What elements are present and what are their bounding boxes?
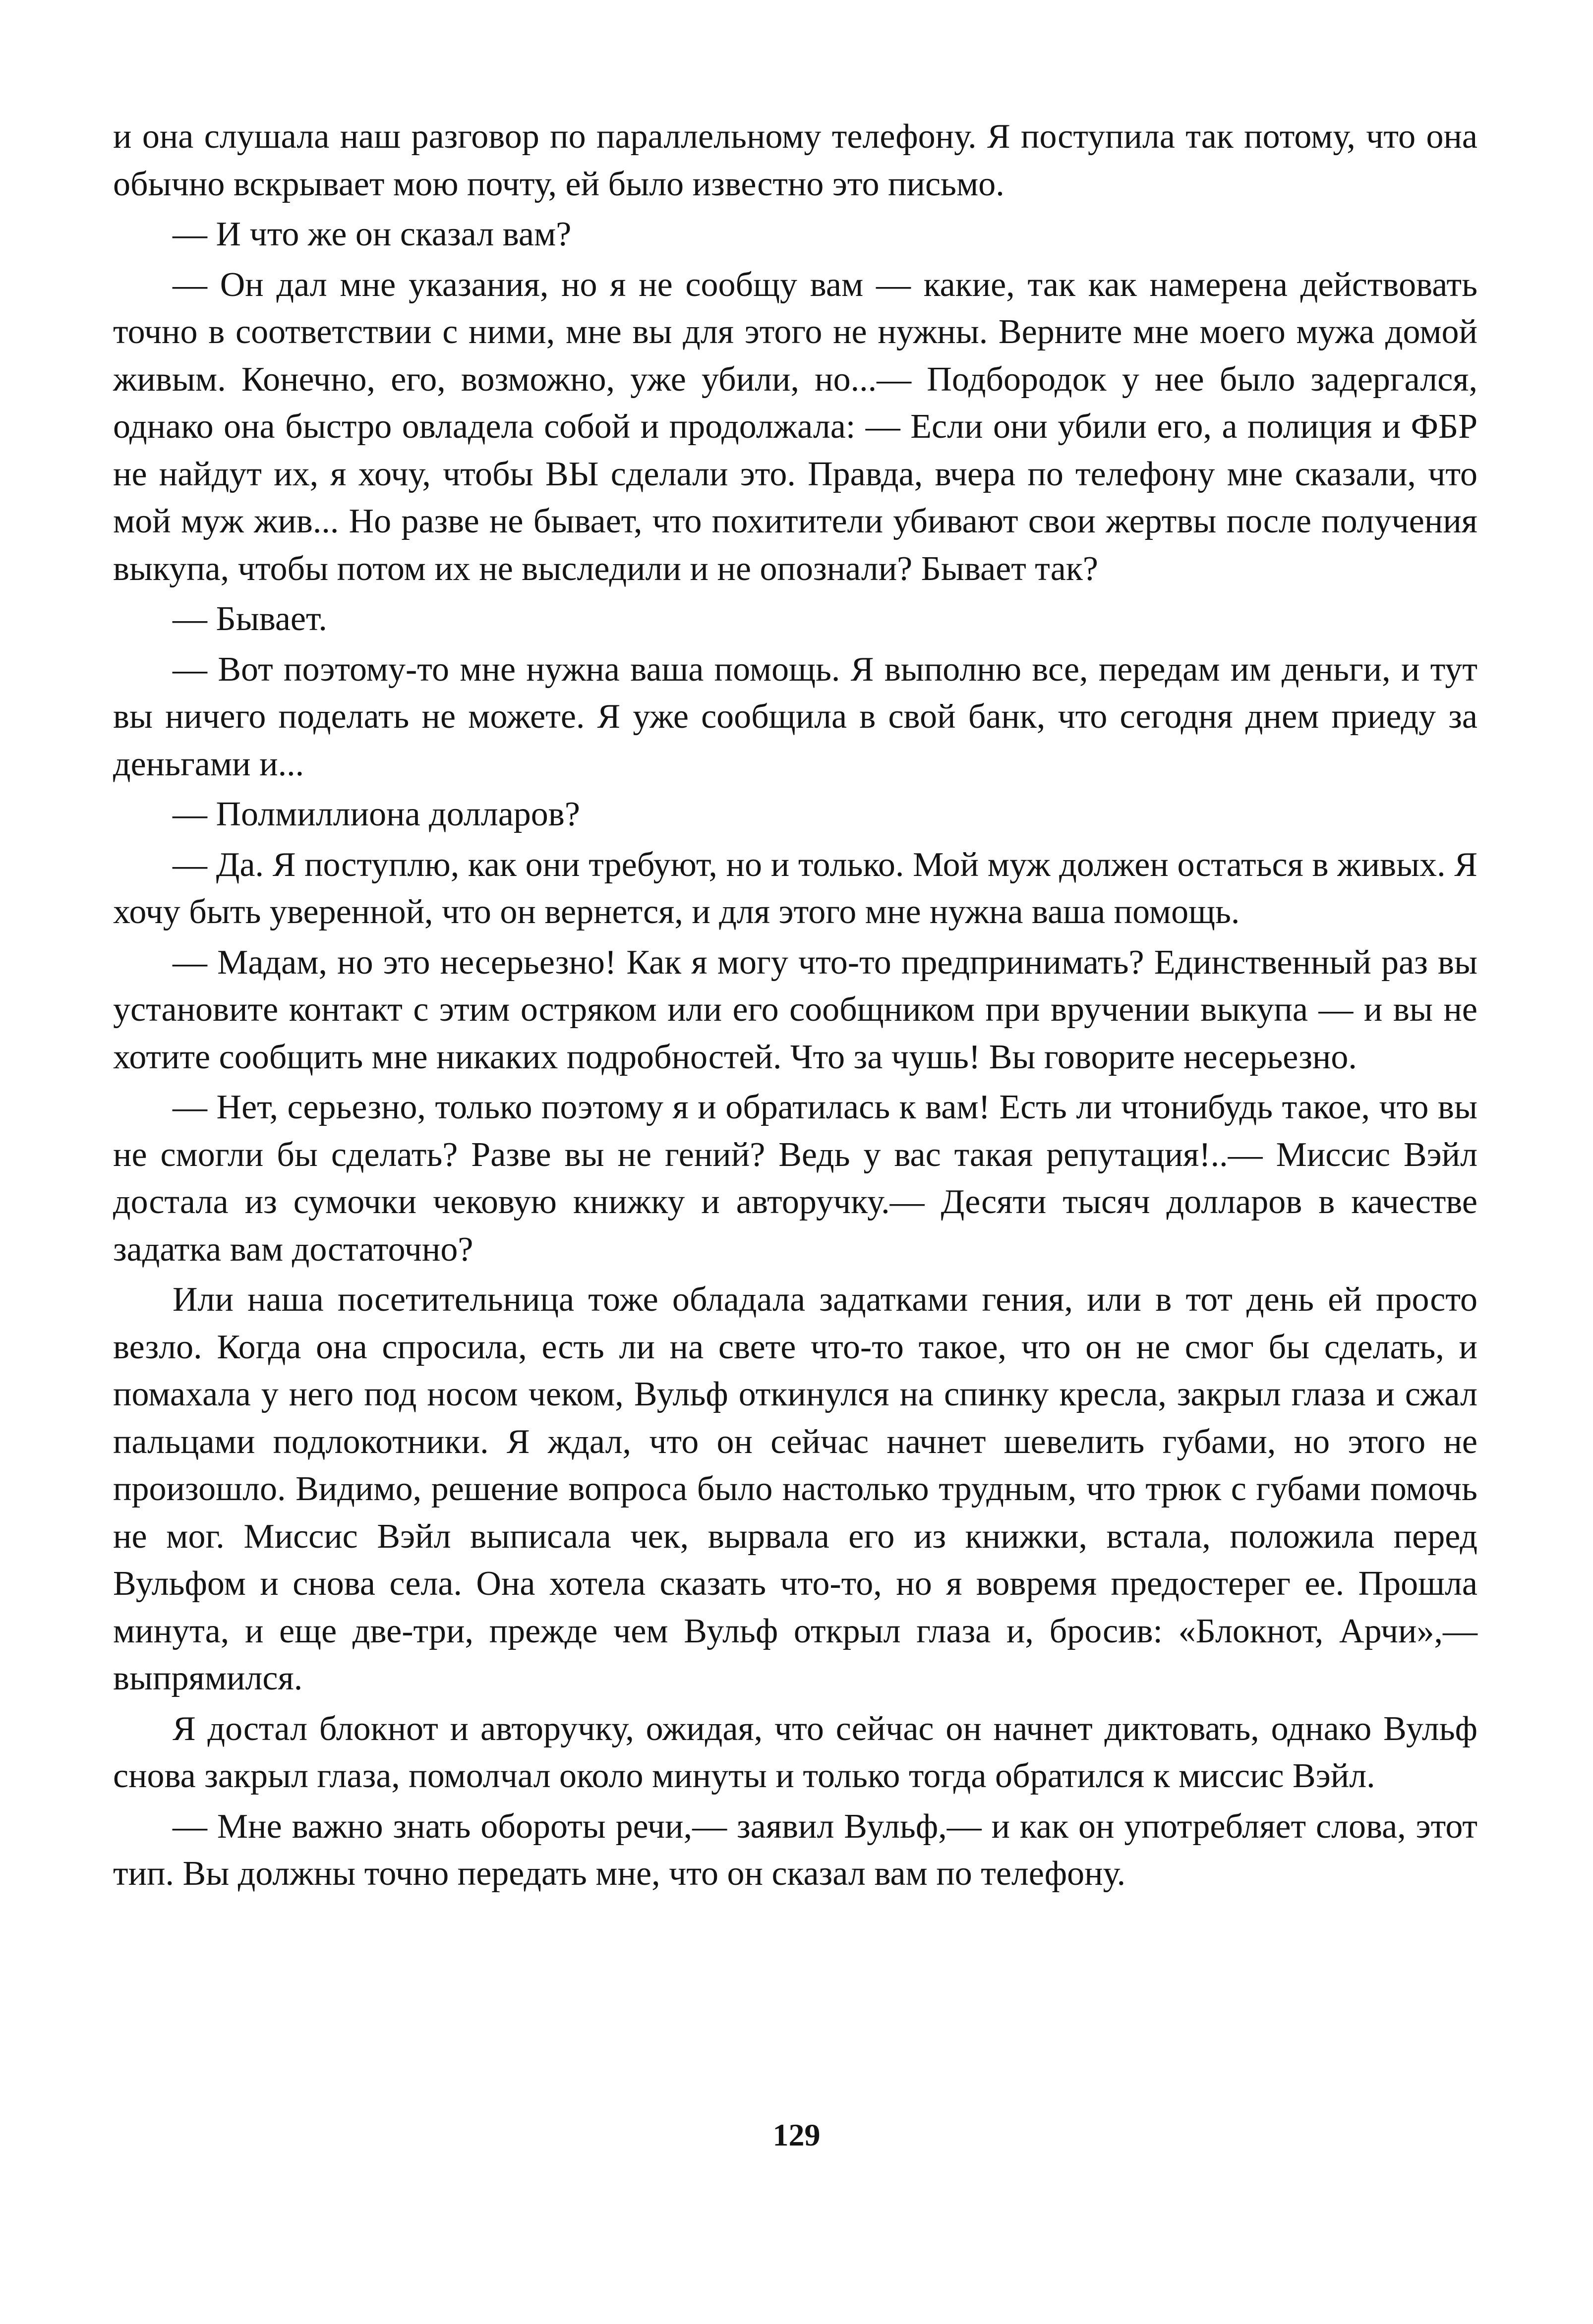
paragraph-7: — Да. Я поступлю, как они требуют, но и только. Мой муж должен остаться в живых. Я хочу быть уверенной, что он вернется, и для этого мне нужна ваша помощь. [113,845,1477,931]
paragraph-8: — Мадам, но это несерьезно! Как я могу что-то предпринимать? Единственный раз вы установите контакт с этим остряком или его сообщником при вручении выкупа — и вы не хотите сообщить мне никаких подробностей. Что за чушь! Вы говорите несерьезно. [113,943,1477,1076]
paragraph-9: — Нет, серьезно, только поэтому я и обратилась к вам! Есть ли чтонибудь такое, что вы не смогли бы сделать? Разве вы не гений? Ведь у вас такая репутация!..— Миссис Вэйл достала из сумочки чековую книжку и авторучку.— Десяти тысяч долларов в качестве задатка вам достаточно? [113,1088,1477,1269]
paragraph-6: — Полмиллиона долларов? [173,795,580,833]
paragraph-2: — И что же он сказал вам? [173,215,572,253]
body-text [113,113,1477,1901]
paragraph-4: — Бывает. [173,600,327,638]
paragraph-5: — Вот поэтому-то мне нужна ваша помощь. Я выполню все, передам им деньги, и тут вы ничего поделать не можете. Я уже сообщила в свой банк, что сегодня днем приеду за деньгами и... [113,650,1477,783]
paragraph-3: — Он дал мне указания, но я не сообщу вам — какие, так как намерена действовать точно в соответствии с ними, мне вы для этого не нужны. Верните мне моего мужа домой живым. Конечно, его, возможно, уже убили, но...— Подбородок у нее было задергался, однако она быстро овладела собой и продолжала: — Если они убили его, а полиция и ФБР не найдут их, я хочу, чтобы ВЫ сделали это. Правда, вчера по телефону мне сказали, что мой муж жив... Но разве не бывает, что похитители убивают свои жертвы после получения выкупа, чтобы потом их не выследили и не опознали? Бывает так? [113,265,1477,588]
paragraph-10: Или наша посетительница тоже обладала задатками гения, или в тот день ей просто везло. Когда она спросила, есть ли на свете что-то такое, что он не смог бы сделать, и помахала у него под носом чеком, Вульф откинулся на спинку кресла, закрыл глаза и сжал пальцами подлокотники. Я ждал, что он сейчас начнет шевелить губами, но этого не произошло. Видимо, решение вопроса было настолько трудным, что трюк с губами помочь не мог. Миссис Вэйл выписала чек, вырвала его из книжки, встала, положила перед Вульфом и снова села. Она хотела сказать что-то, но я вовремя предостерег ее. Прошла минута, и еще две-три, прежде чем Вульф открыл глаза и, бросив: «Блокнот, Арчи»,— выпрямился. [113,1280,1477,1697]
paragraph-12: — Мне важно знать обороты речи,— заявил Вульф,— и как он употребляет слова, этот тип. Вы должны точно передать мне, что он сказал вам по телефону. [113,1807,1477,1893]
page-number: 129 [772,2117,821,2152]
paragraph-1: и она слушала наш разговор по параллельному телефону. Я поступила так потому, что она обычно вскрывает мою почту, ей было известно это письмо. [113,117,1477,203]
paragraph-11: Я достал блокнот и авторучку, ожидая, что сейчас он начнет диктовать, однако Вульф снова закрыл глаза, помолчал около минуты и только тогда обратился к миссис Вэйл. [113,1709,1477,1795]
